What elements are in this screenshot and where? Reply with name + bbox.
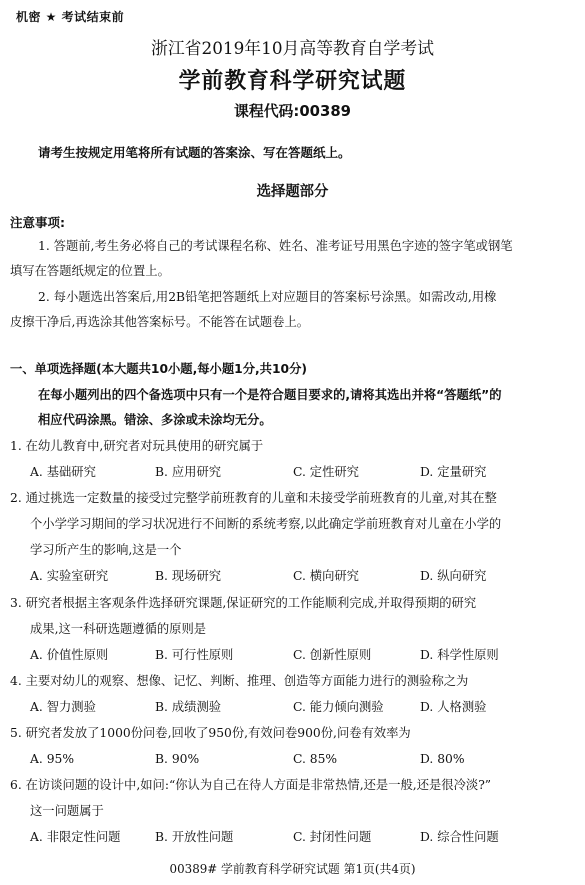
question-2-stem-line-3: 学习所产生的影响,这是一个 <box>30 543 182 557</box>
question-3-stem-line-2: 成果,这一科研选题遵循的原则是 <box>30 622 207 636</box>
question-2-stem-line-1: 2. 通过挑选一定数量的接受过完整学前班教育的儿童和未接受学前班教育的儿童,对其在整 <box>10 491 497 505</box>
question-6-option-c: C. 封闭性问题 <box>293 830 372 844</box>
question-3-option-b: B. 可行性原则 <box>155 648 234 662</box>
question-3-stem-line-1: 3. 研究者根据主客观条件选择研究课题,保证研究的工作能顺利完成,并取得预期的研究 <box>10 596 477 610</box>
question-5-stem: 5. 研究者发放了1000份问卷,回收了950份,有效问卷900份,问卷有效率为 <box>10 726 411 740</box>
notes-heading: 注意事项: <box>10 215 65 230</box>
question-2-stem-line-2: 个小学学习期间的学习状况进行不间断的系统考察,以此确定学前班教育对儿童在小学的 <box>30 517 502 531</box>
question-1-option-d: D. 定量研究 <box>420 465 487 479</box>
note-item-1-line-1: 1. 答题前,考生务必将自己的考试课程名称、姓名、准考证号用黑色字迹的签字笔或钢笔 <box>38 239 513 253</box>
question-1-stem: 1. 在幼儿教育中,研究者对玩具使用的研究属于 <box>10 439 264 453</box>
question-6-option-b: B. 开放性问题 <box>155 830 234 844</box>
question-2-option-c: C. 横向研究 <box>293 569 359 583</box>
question-2-option-d: D. 纵向研究 <box>420 569 487 583</box>
question-5-option-c: C. 85% <box>293 752 338 766</box>
paper-title: 学前教育科学研究试题 <box>178 69 407 94</box>
question-4-stem: 4. 主要对幼儿的观察、想像、记忆、判断、推理、创造等方面能力进行的测验称之为 <box>10 674 469 688</box>
part1-desc-line-2: 相应代码涂黑。错涂、多涂或未涂均无分。 <box>38 413 272 427</box>
question-3-option-d: D. 科学性原则 <box>420 648 499 662</box>
question-3-option-a: A. 价值性原则 <box>30 648 109 662</box>
part1-desc-line-1: 在每小题列出的四个备选项中只有一个是符合题目要求的,请将其选出并将“答题纸”的 <box>38 388 502 402</box>
note-item-1-line-2: 填写在答题纸规定的位置上。 <box>10 264 170 278</box>
question-1-option-c: C. 定性研究 <box>293 465 359 479</box>
secret-mark: 机密 ★ 考试结束前 <box>16 10 125 24</box>
question-6-stem-line-1: 6. 在访谈问题的设计中,如问:“你认为自己在待人方面是非常热情,还是一般,还是很冷淡?” <box>10 778 492 792</box>
question-1-option-a: A. 基础研究 <box>30 465 96 479</box>
part1-heading: 一、单项选择题(本大题共10小题,每小题1分,共10分) <box>10 362 308 376</box>
question-3-option-c: C. 创新性原则 <box>293 648 372 662</box>
question-6-option-a: A. 非限定性问题 <box>30 830 121 844</box>
answer-instruction: 请考生按规定用笔将所有试题的答案涂、写在答题纸上。 <box>38 145 351 160</box>
question-6-stem-line-2: 这一问题属于 <box>30 804 104 818</box>
question-6-option-d: D. 综合性问题 <box>420 830 499 844</box>
note-item-2-line-2: 皮擦干净后,再选涂其他答案标号。不能答在试题卷上。 <box>10 315 310 329</box>
course-code: 课程代码:00389 <box>234 102 351 120</box>
question-4-option-a: A. 智力测验 <box>30 700 96 714</box>
question-1-option-b: B. 应用研究 <box>155 465 222 479</box>
question-5-option-a: A. 95% <box>30 752 75 766</box>
question-4-option-b: B. 成绩测验 <box>155 700 222 714</box>
section-title: 选择题部分 <box>256 184 329 200</box>
question-2-option-b: B. 现场研究 <box>155 569 222 583</box>
question-5-option-d: D. 80% <box>420 752 465 766</box>
note-item-2-line-1: 2. 每小题选出答案后,用2B铅笔把答题纸上对应题目的答案标号涂黑。如需改动,用橡 <box>38 290 497 304</box>
page-footer: 00389# 学前教育科学研究试题 第1页(共4页) <box>169 862 416 876</box>
question-4-option-d: D. 人格测验 <box>420 700 487 714</box>
question-2-option-a: A. 实验室研究 <box>30 569 109 583</box>
question-5-option-b: B. 90% <box>155 752 200 766</box>
exam-title: 浙江省2019年10月高等教育自学考试 <box>151 39 434 59</box>
question-4-option-c: C. 能力倾向测验 <box>293 700 384 714</box>
